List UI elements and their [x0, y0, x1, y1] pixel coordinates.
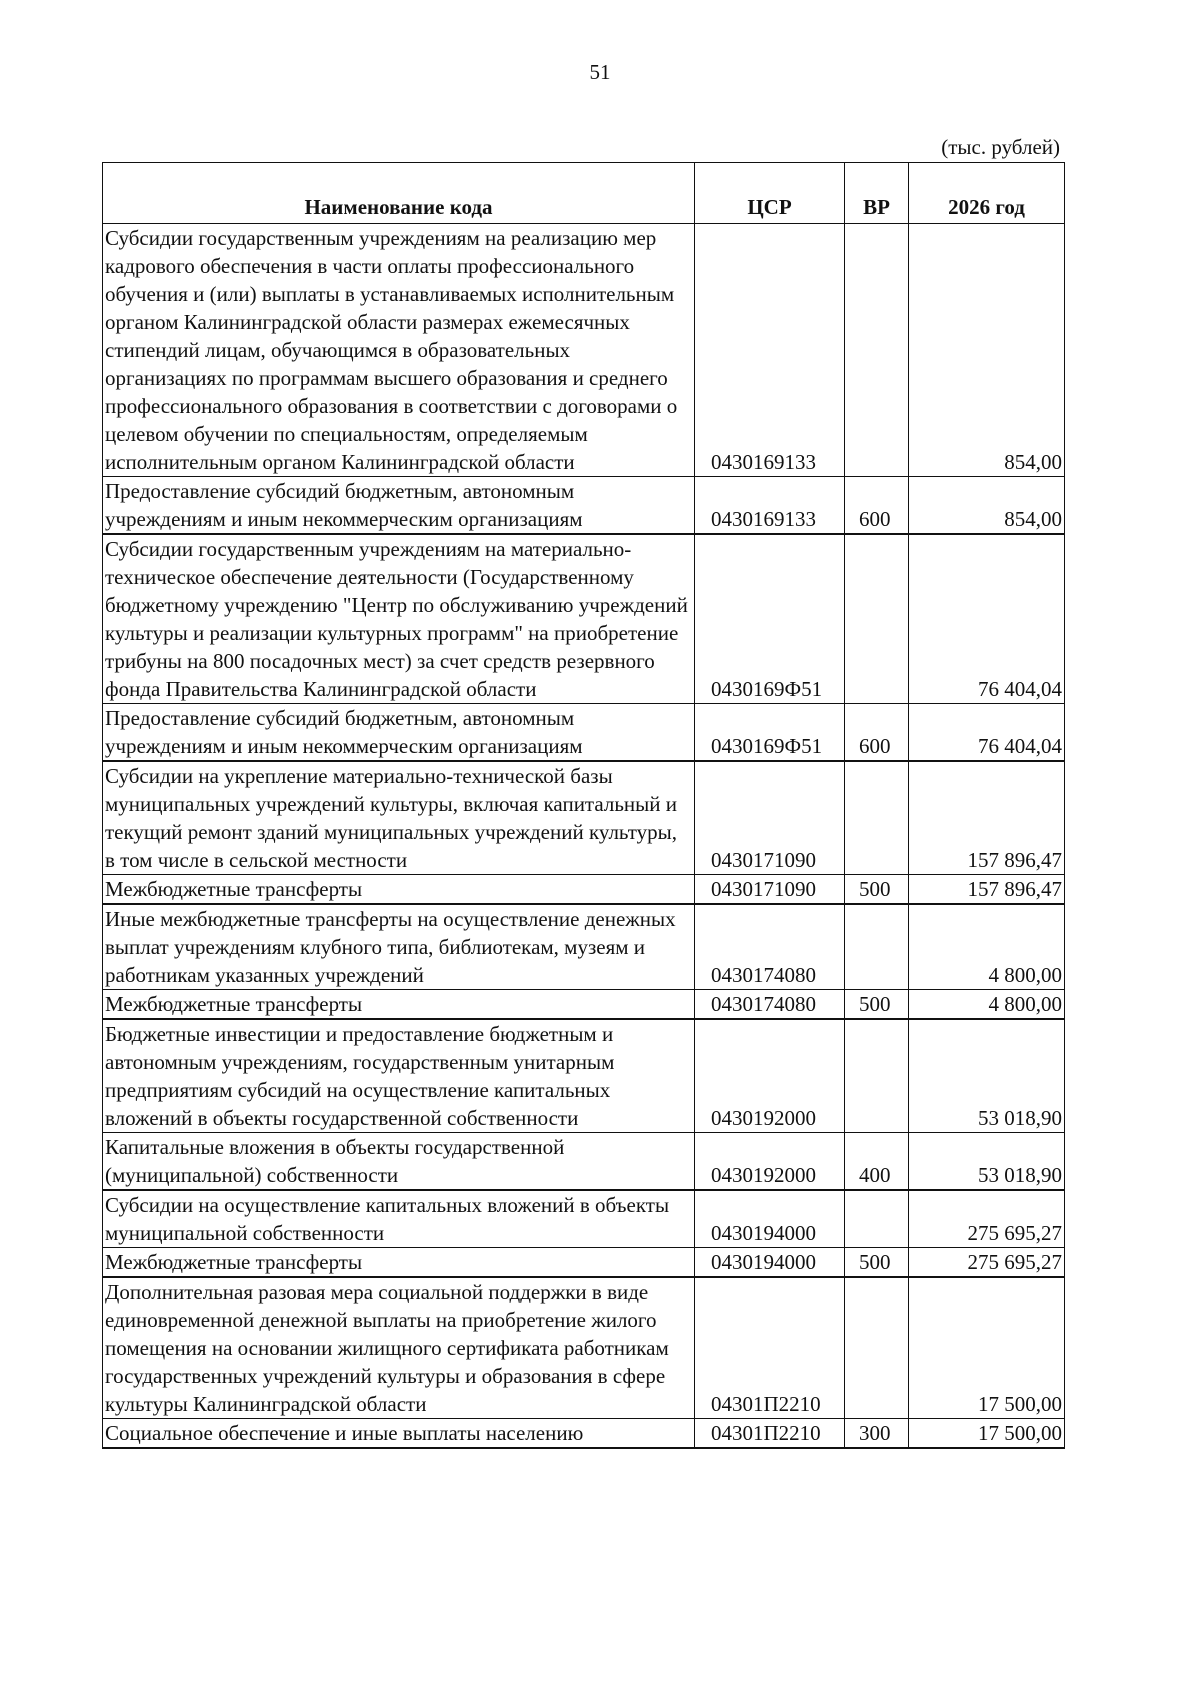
table-row	[103, 1133, 1065, 1191]
row-vr: 400	[845, 1133, 909, 1191]
table-row	[103, 761, 1065, 875]
table-row	[103, 477, 1065, 535]
row-vr: 300	[845, 1419, 909, 1449]
row-name: Капитальные вложения в объекты государственной (муниципальной) собственности	[103, 1133, 695, 1191]
table-row	[103, 875, 1065, 905]
page-number: 51	[589, 60, 611, 84]
row-amount: 53 018,90	[909, 1133, 1065, 1191]
row-vr	[845, 534, 909, 704]
row-vr: 600	[845, 477, 909, 535]
row-name: Бюджетные инвестиции и предоставление бюджетным и автономным учреждениям, государственным унитарным предприятиям субсидий на осуществление капитальных вложений в объекты государственной собственности	[103, 1019, 695, 1133]
row-name: Предоставление субсидий бюджетным, автономным учреждениям и иным некоммерческим организациям	[103, 704, 695, 762]
table-row	[103, 1419, 1065, 1449]
row-csr: 0430169Ф51	[695, 704, 845, 762]
header-year: 2026 год	[909, 163, 1065, 224]
row-name: Межбюджетные трансферты	[103, 875, 695, 905]
row-vr	[845, 904, 909, 990]
row-vr: 500	[845, 875, 909, 905]
row-amount: 157 896,47	[909, 761, 1065, 875]
row-vr	[845, 1190, 909, 1248]
row-vr: 600	[845, 704, 909, 762]
row-amount: 854,00	[909, 224, 1065, 477]
header-vr: ВР	[845, 163, 909, 224]
row-name: Межбюджетные трансферты	[103, 1248, 695, 1278]
row-csr: 0430169133	[695, 224, 845, 477]
header-csr: ЦСР	[695, 163, 845, 224]
row-csr: 0430171090	[695, 761, 845, 875]
table-header-row	[103, 163, 1065, 224]
table-row	[103, 904, 1065, 990]
row-name: Предоставление субсидий бюджетным, автономным учреждениям и иным некоммерческим организациям	[103, 477, 695, 535]
row-vr	[845, 1277, 909, 1419]
row-name: Социальное обеспечение и иные выплаты населению	[103, 1419, 695, 1449]
row-csr: 0430192000	[695, 1019, 845, 1133]
row-amount: 157 896,47	[909, 875, 1065, 905]
row-csr: 0430192000	[695, 1133, 845, 1191]
table-row	[103, 704, 1065, 762]
row-amount: 76 404,04	[909, 704, 1065, 762]
row-amount: 4 800,00	[909, 904, 1065, 990]
row-csr: 0430194000	[695, 1248, 845, 1278]
row-amount: 275 695,27	[909, 1190, 1065, 1248]
budget-table	[102, 162, 1065, 1449]
row-name: Дополнительная разовая мера социальной поддержки в виде единовременной денежной выплаты на приобретение жилого помещения на основании жилищного сертификата работникам государственных учреждений культуры и образования в сфере культуры Калининградской области	[103, 1277, 695, 1419]
row-csr: 04301П2210	[695, 1277, 845, 1419]
row-vr: 500	[845, 1248, 909, 1278]
row-amount: 4 800,00	[909, 990, 1065, 1020]
row-amount: 17 500,00	[909, 1277, 1065, 1419]
row-amount: 53 018,90	[909, 1019, 1065, 1133]
row-name: Межбюджетные трансферты	[103, 990, 695, 1020]
table-row	[103, 990, 1065, 1020]
row-name: Субсидии государственным учреждениям на материально-техническое обеспечение деятельности (Государственному бюджетному учреждению "Центр по обслуживанию учреждений культуры и реализации культурных программ" на приобретение трибуны на 800 посадочных мест) за счет средств резервного фонда Правительства Калининградской области	[103, 534, 695, 704]
row-name: Субсидии на укрепление материально-технической базы муниципальных учреждений культуры, включая капитальный и текущий ремонт зданий муниципальных учреждений культуры, в том числе в сельской местности	[103, 761, 695, 875]
row-amount: 17 500,00	[909, 1419, 1065, 1449]
table-row	[103, 1277, 1065, 1419]
row-vr	[845, 761, 909, 875]
row-csr: 0430194000	[695, 1190, 845, 1248]
row-csr: 0430174080	[695, 904, 845, 990]
row-amount: 275 695,27	[909, 1248, 1065, 1278]
row-vr	[845, 1019, 909, 1133]
row-csr: 0430169133	[695, 477, 845, 535]
table-row	[103, 534, 1065, 704]
table-row	[103, 1019, 1065, 1133]
row-amount: 854,00	[909, 477, 1065, 535]
row-vr: 500	[845, 990, 909, 1020]
table-row	[103, 224, 1065, 477]
row-amount: 76 404,04	[909, 534, 1065, 704]
row-csr: 04301П2210	[695, 1419, 845, 1449]
row-name: Субсидии на осуществление капитальных вложений в объекты муниципальной собственности	[103, 1190, 695, 1248]
row-name: Иные межбюджетные трансферты на осуществление денежных выплат учреждениям клубного типа, библиотекам, музеям и работникам указанных учреждений	[103, 904, 695, 990]
table-row	[103, 1190, 1065, 1248]
row-csr: 0430169Ф51	[695, 534, 845, 704]
row-name: Субсидии государственным учреждениям на реализацию мер кадрового обеспечения в части оплаты профессионального обучения и (или) выплаты в устанавливаемых исполнительным органом Калининградской области размерах ежемесячных стипендий лицам, обучающимся в образовательных организациях по программам высшего образования и среднего профессионального образования в соответствии с договорами о целевом обучении по специальностям, определяемым исполнительным органом Калининградской области	[103, 224, 695, 477]
row-csr: 0430174080	[695, 990, 845, 1020]
table-row	[103, 1248, 1065, 1278]
units-label: (тыс. рублей)	[941, 135, 1060, 159]
row-csr: 0430171090	[695, 875, 845, 905]
header-name: Наименование кода	[103, 163, 695, 224]
row-vr	[845, 224, 909, 477]
